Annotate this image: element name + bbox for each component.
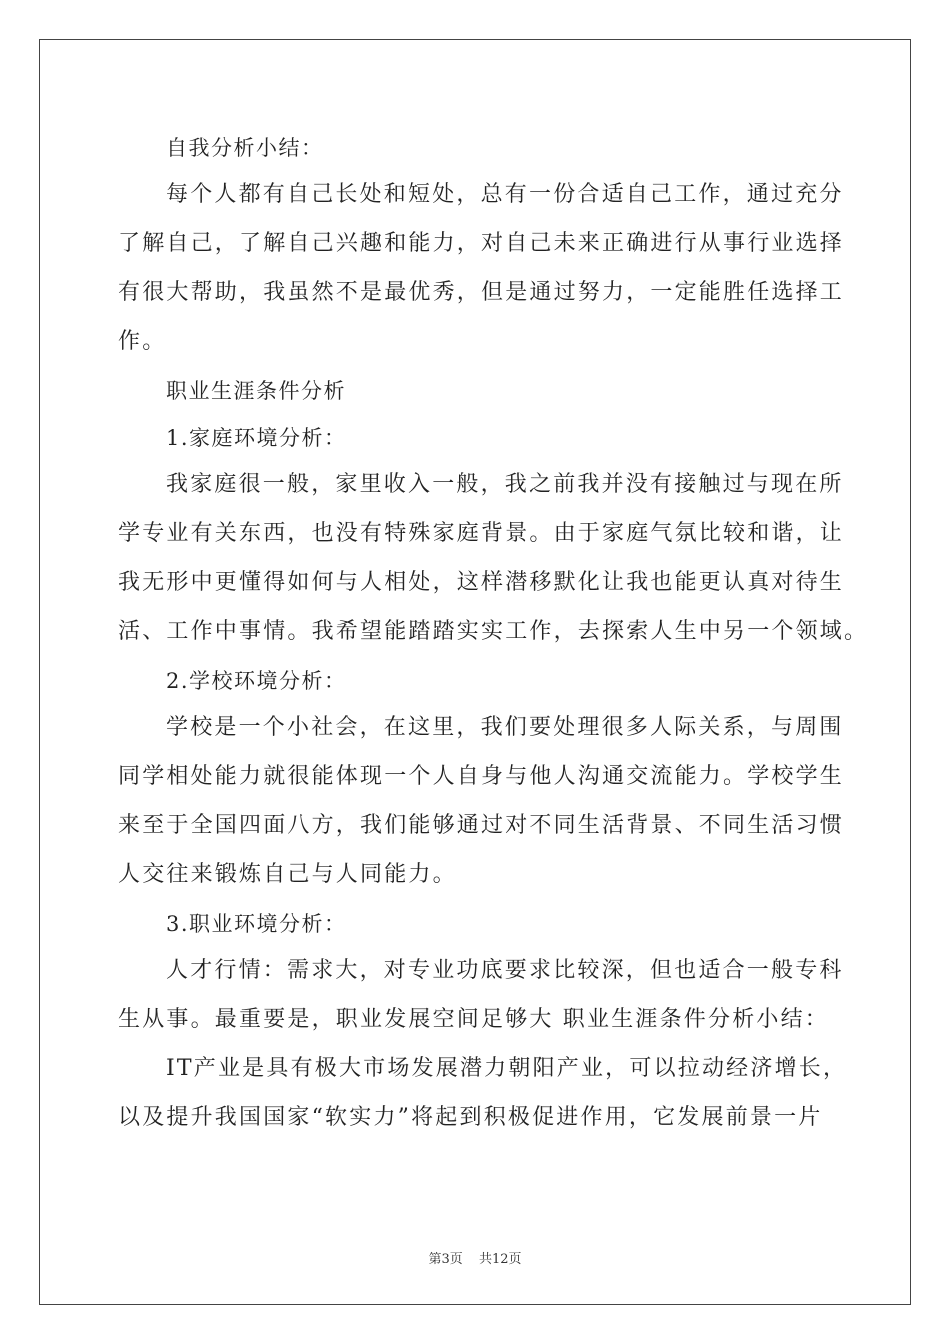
paragraph-line: 每个人都有自己长处和短处，总有一份合适自己工作，通过充分 (166, 182, 844, 207)
document-body (118, 128, 869, 1147)
page-number: 第3页 (428, 1252, 463, 1267)
paragraph-line: 了解自己，了解自己兴趣和能力，对自己未来正确进行从事行业选择 (118, 231, 845, 256)
paragraph-line: 有很大帮助，我虽然不是最优秀，但是通过努力，一定能胜任选择工 (118, 280, 845, 305)
section-heading: 职业生涯条件分析 (166, 379, 346, 403)
paragraph-line: 作。 (118, 329, 167, 354)
paragraph-line: 以及提升我国国家“软实力”将起到积极促进作用，它发展前景一片 (118, 1105, 823, 1130)
paragraph-line: 学专业有关东西，也没有特殊家庭背景。由于家庭气氛比较和谐，让 (118, 521, 845, 546)
paragraph-line: 我无形中更懂得如何与人相处，这样潜移默化让我也能更认真对待生 (118, 570, 845, 595)
paragraph-line: 人才行情：需求大，对专业功底要求比较深，但也适合一般专科 (166, 958, 844, 983)
paragraph-line: IT产业是具有极大市场发展潜力朝阳产业，可以拉动经济增长， (166, 1056, 848, 1081)
paragraph-line: 人交往来锻炼自己与人同能力。 (118, 862, 457, 887)
section-heading: 1.家庭环境分析： (166, 426, 347, 450)
paragraph-line: 活、工作中事情。我希望能踏踏实实工作，去探索人生中另一个领域。 (118, 619, 869, 644)
paragraph-line: 生从事。最重要是，职业发展空间足够大 职业生涯条件分析小结： (118, 1007, 829, 1032)
paragraph-line: 学校是一个小社会，在这里，我们要处理很多人际关系，与周围 (166, 715, 844, 740)
section-heading: 2.学校环境分析： (166, 669, 347, 693)
page-footer (0, 1248, 950, 1267)
section-heading: 3.职业环境分析： (166, 912, 347, 936)
page-total: 共12页 (478, 1252, 522, 1267)
paragraph-line: 我家庭很一般，家里收入一般，我之前我并没有接触过与现在所 (166, 472, 844, 497)
paragraph-line: 同学相处能力就很能体现一个人自身与他人沟通交流能力。学校学生 (118, 764, 845, 789)
paragraph-line: 来至于全国四面八方，我们能够通过对不同生活背景、不同生活习惯 (118, 813, 845, 838)
section-heading: 自我分析小结： (166, 136, 324, 160)
